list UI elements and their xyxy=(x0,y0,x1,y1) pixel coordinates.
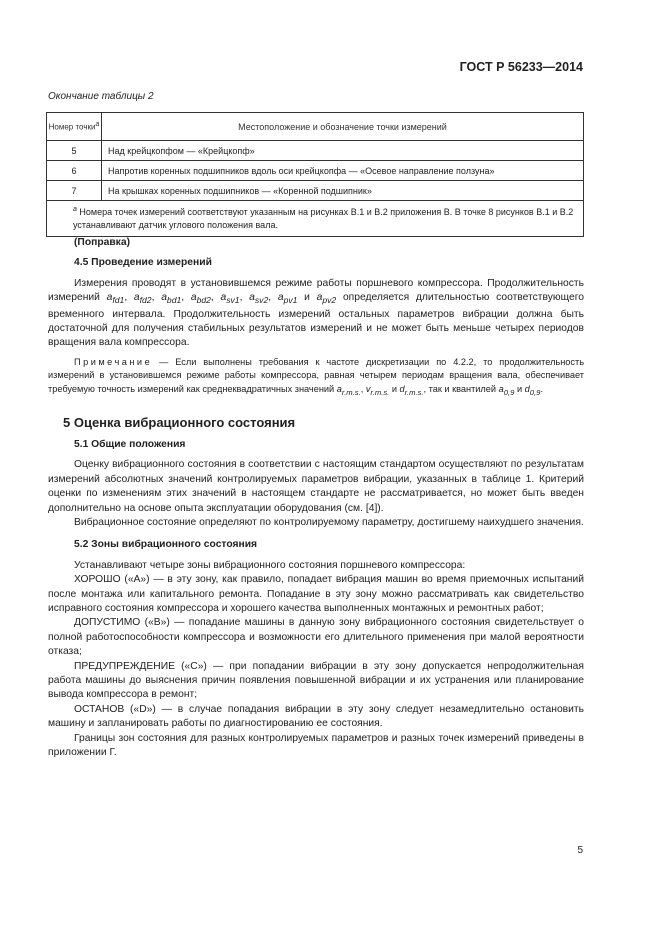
table-header-row xyxy=(47,113,584,141)
table-caption: Окончание таблицы 2 xyxy=(48,91,154,102)
col-header-location: Местоположение и обозначение точки измерений xyxy=(102,113,584,141)
section-4-5-paragraph: Измерения проводят в установившемся режиме работы поршневого компрессора. Продолжительность измерений $a_{fd1}$, $a_{fd2}$, $a_{bd1}$, $a_{bd2}$, $a_{sv1}$, $a_{sv2}$, $a_{pv1}$ и $a_{pv2}$ определяется длительностью соответствующего временного интервала. Продолжительность измерений остальных параметров вибрации должна быть достаточной для получения стабильных результатов измерений и не может быть меньше четырех периодов вращения вала компрессора. xyxy=(48,277,584,349)
col-header-number: Номер точки$^a$ xyxy=(47,113,102,141)
table-row xyxy=(47,161,584,181)
table-row xyxy=(47,181,584,201)
amendment-label: (Поправка) xyxy=(74,237,130,248)
row-location: Напротив коренных подшипников вдоль оси крейцкопфа — «Осевое направление ползуна» xyxy=(102,161,584,181)
section-5-1-title: 5.1 Общие положения xyxy=(74,438,186,450)
table-footnote: $^a$ Номера точек измерений соответствуют указанным на рисунках В.1 и В.2 приложения В. В точке 8 рисунков В.1 и В.2 устанавливают датчик углового положения вала. xyxy=(47,201,584,237)
section-5-2-final: Границы зон состояния для разных контролируемых параметров и разных точек измерений приведены в приложении Г. xyxy=(48,732,584,759)
row-location: Над крейцкопфом — «Крейцкопф» xyxy=(102,141,584,161)
zone-b-paragraph: ДОПУСТИМО («В») — попадание машины в данную зону вибрационного состояния свидетельствует о полной работоспособности компрессора и возможности его длительного применения при малой вероятности отказа; xyxy=(48,617,584,658)
table-footnote-row xyxy=(47,201,584,237)
row-location: На крышках коренных подшипников — «Коренной подшипник» xyxy=(102,181,584,201)
zone-d-paragraph: ОСТАНОВ («D») — в случае попадания вибрации в эту зону следует незамедлительно остановить машину и запланировать работы по диагностированию ее состояния. xyxy=(48,703,584,730)
section-5-2-title: 5.2 Зоны вибрационного состояния xyxy=(74,539,258,551)
section-5-title: 5 Оценка вибрационного состояния xyxy=(63,414,296,430)
section-5-1-paragraph: Оценку вибрационного состояния в соответствии с настоящим стандартом осуществляют по результатам измерений абсолютных значений контролируемых параметров вибрации, указанных в таблице 1. Критерий оценки по изменениям этих значений в настоящем стандарте не рассматривается, но может быть введен дополнительно на основе опыта эксплуатации оборудования (см. [4]). xyxy=(48,459,584,514)
section-4-5-note: Примечание — Если выполнены требования к частоте дискретизации по 4.2.2, то продолжительность измерений в установившемся режиме работы компрессора, равная четырем периодам вращения вала, обеспечивает требуемую точность измерений как среднеквадратичных значений $a_{r.m.s.}$, $v_{r.m.s.}$ и $d_{r.m.s.}$, так и квантилей $a_{0,9}$ и $d_{0,9}$. xyxy=(48,356,584,397)
points-table xyxy=(46,112,584,237)
zone-a-paragraph: ХОРОШО («А») — в эту зону, как правило, попадает вибрация машин во время приемочных испытаний после монтажа или капитального ремонта. Попадание в эту зону можно рассматривать как свидетельство исправного состояния компрессора и хорошего качества выполненных монтажных и ремонтных работ; xyxy=(48,574,584,614)
table-row xyxy=(47,141,584,161)
row-number: 5 xyxy=(47,141,102,161)
section-5-2-intro: Устанавливают четыре зоны вибрационного состояния поршневого компрессора: xyxy=(74,559,466,571)
standard-code: ГОСТ Р 56233—2014 xyxy=(459,60,583,74)
zone-c-paragraph: ПРЕДУПРЕЖДЕНИЕ («С») — при попадании вибрации в эту зону допускается непродолжительная работа машины до выяснения причин появления повышенной вибрации и их устранения или планирование вывода компрессора в ремонт; xyxy=(48,660,584,701)
row-number: 6 xyxy=(47,161,102,181)
page-number: 5 xyxy=(577,845,583,856)
row-number: 7 xyxy=(47,181,102,201)
section-5-1-paragraph: Вибрационное состояние определяют по контролируемому параметру, достигшему наихудшего значения. xyxy=(74,516,584,528)
section-4-5-title: 4.5 Проведение измерений xyxy=(74,257,212,269)
body-text xyxy=(48,236,584,760)
